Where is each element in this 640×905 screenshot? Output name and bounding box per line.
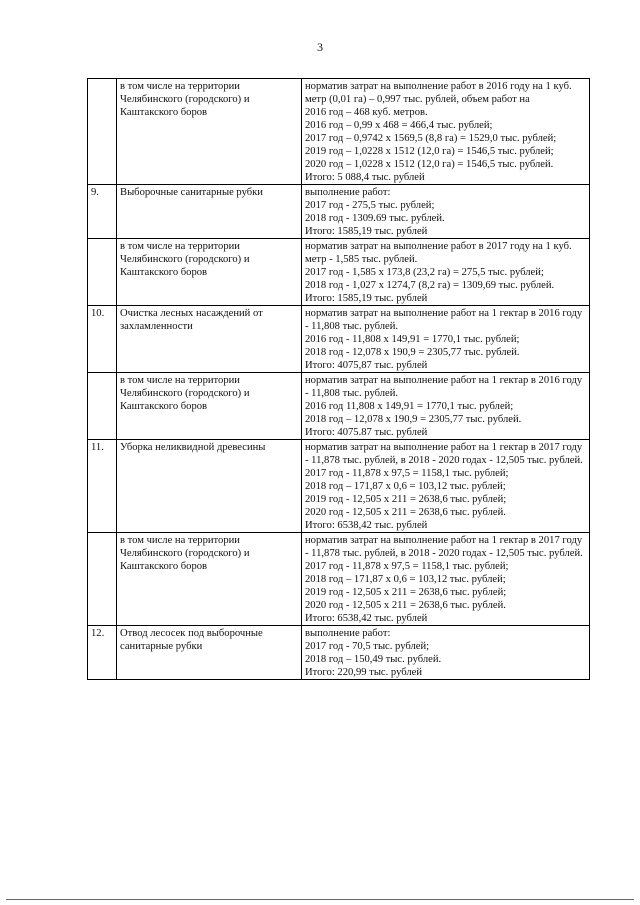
- page-bottom-divider: [6, 899, 634, 900]
- table-row: [88, 626, 590, 680]
- table-row: [88, 79, 590, 185]
- cost-description: норматив затрат на выполнение работ на 1 гектар в 2017 году - 11,878 тыс. рублей, в 2018 - 2020 годах - 12,505 тыс. рублей. 2017 год - 11,878 х 97,5 = 1158,1 тыс. рублей; 2018 год – 171,87 х 0,6 = 103,12 тыс. рублей; 2019 год - 12,505 х 211 = 2638,6 тыс. рублей; 2020 год - 12,505 х 211 = 2638,6 тыс. рублей. Итого: 6538,42 тыс. рублей: [302, 440, 590, 533]
- table-row: [88, 373, 590, 440]
- row-number: [88, 373, 117, 440]
- cost-description: норматив затрат на выполнение работ в 2017 году на 1 куб. метр - 1,585 тыс. рублей. 2017 год - 1,585 х 173,8 (23,2 га) = 275,5 тыс. рублей; 2018 год - 1,027 х 1274,7 (8,2 га) = 1309,69 тыс. рублей. Итого: 1585,19 тыс. рублей: [302, 239, 590, 306]
- work-name: Отвод лесосек под выборочные санитарные рубки: [117, 626, 302, 680]
- work-name: в том числе на территории Челябинского (городского) и Каштакского боров: [117, 239, 302, 306]
- table-row: [88, 185, 590, 239]
- cost-description: норматив затрат на выполнение работ на 1 гектар в 2016 году - 11,808 тыс. рублей. 2016 год - 11,808 х 149,91 = 1770,1 тыс. рублей; 2018 год - 12,078 х 190,9 = 2305,77 тыс. рублей. Итого: 4075,87 тыс. рублей: [302, 306, 590, 373]
- row-number: [88, 533, 117, 626]
- row-number: 9.: [88, 185, 117, 239]
- table-row: [88, 440, 590, 533]
- page-number: 3: [317, 40, 323, 54]
- table-row: [88, 306, 590, 373]
- cost-description: норматив затрат на выполнение работ на 1 гектар в 2017 году - 11,878 тыс. рублей, в 2018 - 2020 годах - 12,505 тыс. рублей. 2017 год - 11,878 х 97,5 = 1158,1 тыс. рублей; 2018 год – 171,87 х 0,6 = 103,12 тыс. рублей; 2019 год - 12,505 х 211 = 2638,6 тыс. рублей; 2020 год - 12,505 х 211 = 2638,6 тыс. рублей. Итого: 6538,42 тыс. рублей: [302, 533, 590, 626]
- row-number: 11.: [88, 440, 117, 533]
- cost-description: норматив затрат на выполнение работ на 1 гектар в 2016 году - 11,808 тыс. рублей. 2016 год 11,808 х 149,91 = 1770,1 тыс. рублей; 2018 год – 12,078 х 190,9 = 2305,77 тыс. рублей. Итого: 4075.87 тыс. рублей: [302, 373, 590, 440]
- work-name: в том числе на территории Челябинского (городского) и Каштакского боров: [117, 533, 302, 626]
- work-name: в том числе на территории Челябинского (городского) и Каштакского боров: [117, 373, 302, 440]
- table-row: [88, 533, 590, 626]
- row-number: [88, 79, 117, 185]
- row-number: 12.: [88, 626, 117, 680]
- work-cost-table: [87, 78, 590, 680]
- work-name: Выборочные санитарные рубки: [117, 185, 302, 239]
- cost-description: выполнение работ: 2017 год - 275,5 тыс. рублей; 2018 год - 1309.69 тыс. рублей. Итого: 1585,19 тыс. рублей: [302, 185, 590, 239]
- cost-description: норматив затрат на выполнение работ в 2016 году на 1 куб. метр (0,01 га) – 0,997 тыс. рублей, объем работ на 2016 год – 468 куб. метров. 2016 год – 0,99 х 468 = 466,4 тыс. рублей; 2017 год – 0,9742 х 1569,5 (8,8 га) = 1529,0 тыс. рублей; 2019 год – 1,0228 х 1512 (12,0 га) = 1546,5 тыс. рублей; 2020 год – 1,0228 х 1512 (12,0 га) = 1546,5 тыс. рублей. Итого: 5 088,4 тыс. рублей: [302, 79, 590, 185]
- work-name: в том числе на территории Челябинского (городского) и Каштакского боров: [117, 79, 302, 185]
- table-row: [88, 239, 590, 306]
- row-number: [88, 239, 117, 306]
- cost-description: выполнение работ: 2017 год - 70,5 тыс. рублей; 2018 год – 150,49 тыс. рублей. Итого: 220,99 тыс. рублей: [302, 626, 590, 680]
- work-name: Уборка неликвидной древесины: [117, 440, 302, 533]
- row-number: 10.: [88, 306, 117, 373]
- work-name: Очистка лесных насаждений от захламленности: [117, 306, 302, 373]
